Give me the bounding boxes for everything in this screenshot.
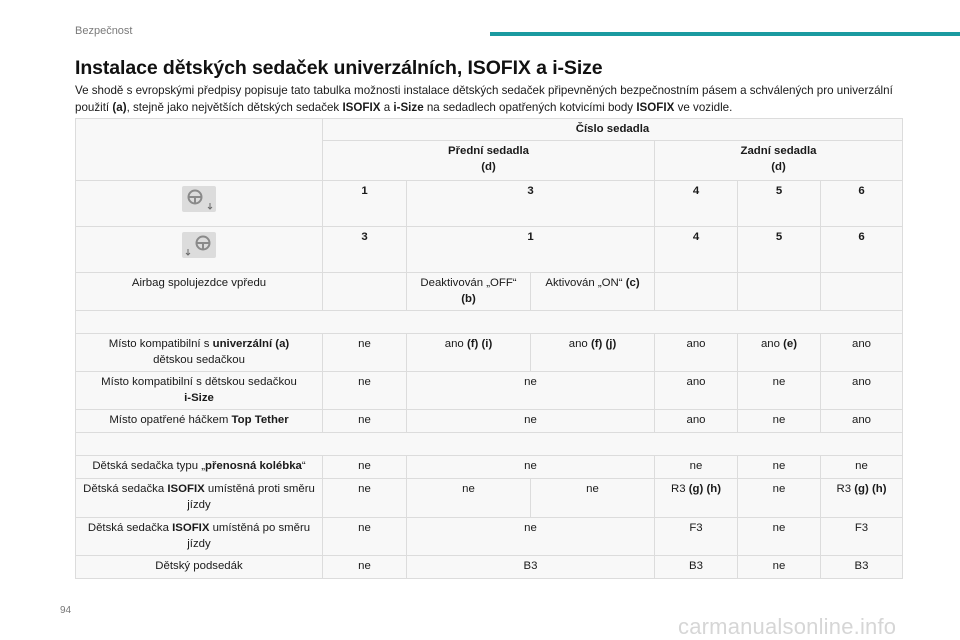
universal-label: Místo kompatibilní s univerzální (a) dětskou sedačkou <box>76 334 323 372</box>
page-number: 94 <box>60 605 72 616</box>
table-cell <box>738 273 821 311</box>
watermark: carmanualsonline.info <box>678 614 897 639</box>
table-row <box>76 372 903 410</box>
seat-number-cell: 3 <box>323 227 407 273</box>
seat-number-cell: 1 <box>407 227 655 273</box>
booster-label: Dětský podsedák <box>76 556 323 579</box>
seat-number-cell: 1 <box>323 181 407 227</box>
table-cell: ne <box>407 479 531 518</box>
table-cell: ne <box>407 410 655 433</box>
table-cell: ne <box>323 334 407 372</box>
table-cell <box>821 273 903 311</box>
header-empty-cell <box>76 119 323 181</box>
table-cell: ne <box>738 479 821 518</box>
page-title: Instalace dětských sedaček univerzálních, ISOFIX a i-Size <box>75 57 603 79</box>
rear-facing-label: Dětská sedačka ISOFIX umístěná proti směru jízdy <box>76 479 323 518</box>
seat-number-cell: 3 <box>407 181 655 227</box>
table-cell: ano <box>655 410 738 433</box>
table-cell: ne <box>323 456 407 479</box>
table-cell: F3 <box>655 518 738 556</box>
seat-number-cell: 4 <box>655 181 738 227</box>
table-cell: F3 <box>821 518 903 556</box>
table-row <box>76 227 903 273</box>
table-cell: ano <box>655 372 738 410</box>
table-row <box>76 181 903 227</box>
airbag-label: Airbag spolujezdce vpředu <box>76 273 323 311</box>
table-cell: ne <box>323 410 407 433</box>
table-cell: ne <box>738 372 821 410</box>
tether-label: Místo opatřené háčkem Top Tether <box>76 410 323 433</box>
table-cell: ano (f) (i) <box>407 334 531 372</box>
seat-number-cell: 5 <box>738 181 821 227</box>
table-row <box>76 479 903 518</box>
front-seats-header: Přední sedadla (d) <box>323 141 655 181</box>
seat-number-header: Číslo sedadla <box>323 119 903 141</box>
table-cell: R3 (g) (h) <box>821 479 903 518</box>
rhd-icon-cell <box>76 227 323 273</box>
table-spacer-row <box>76 311 903 334</box>
table-cell: ne <box>323 372 407 410</box>
table-cell: ne <box>531 479 655 518</box>
intro-paragraph: Ve shodě s evropskými předpisy popisuje tato tabulka možnosti instalace dětských sedaček připevněných bezpečnostním pásem a schválených pro univerzální použití (a), stejně jako největších dětských sedaček ISOFIX a i-Size na sedadlech opatřených kotvicími body ISOFIX ve vozidle. <box>75 84 893 114</box>
table-cell: R3 (g) (h) <box>655 479 738 518</box>
table-row <box>76 556 903 579</box>
table-cell: ne <box>323 518 407 556</box>
table-cell: ne <box>407 372 655 410</box>
header-accent-bar <box>490 32 960 36</box>
table-row <box>76 334 903 372</box>
table-cell: ne <box>407 518 655 556</box>
carrycot-label: Dětská sedačka typu „přenosná kolébka“ <box>76 456 323 479</box>
table-cell <box>655 273 738 311</box>
seat-number-cell: 4 <box>655 227 738 273</box>
airbag-off-cell: Deaktivován „OFF“ (b) <box>407 273 531 311</box>
table-spacer-row <box>76 433 903 456</box>
table-row <box>76 119 903 141</box>
table-cell: ne <box>323 479 407 518</box>
table-cell: ano <box>821 372 903 410</box>
seat-number-cell: 6 <box>821 227 903 273</box>
right-hand-drive-icon <box>182 232 216 258</box>
table-cell: ano <box>821 334 903 372</box>
isize-label: Místo kompatibilní s dětskou sedačkou i-Size <box>76 372 323 410</box>
table-cell: ano <box>655 334 738 372</box>
seat-number-cell: 5 <box>738 227 821 273</box>
section-label: Bezpečnost <box>75 25 133 37</box>
table-cell: ne <box>821 456 903 479</box>
table-cell: ano (e) <box>738 334 821 372</box>
lhd-icon-cell <box>76 181 323 227</box>
table-cell: ne <box>738 456 821 479</box>
airbag-on-cell: Aktivován „ON“ (c) <box>531 273 655 311</box>
table-cell: B3 <box>407 556 655 579</box>
table-cell: B3 <box>655 556 738 579</box>
table-cell: ano (f) (j) <box>531 334 655 372</box>
table-cell: ne <box>738 410 821 433</box>
table-row <box>76 273 903 311</box>
table-cell: ano <box>821 410 903 433</box>
table-cell: ne <box>655 456 738 479</box>
table-cell: B3 <box>821 556 903 579</box>
rear-seats-header: Zadní sedadla (d) <box>655 141 903 181</box>
left-hand-drive-icon <box>182 186 216 212</box>
table-cell: ne <box>738 556 821 579</box>
table-row <box>76 456 903 479</box>
table-cell: ne <box>323 556 407 579</box>
table-cell: ne <box>407 456 655 479</box>
table-row <box>76 410 903 433</box>
forward-facing-label: Dětská sedačka ISOFIX umístěná po směru jízdy <box>76 518 323 556</box>
child-seat-table <box>75 118 903 579</box>
table-row <box>76 518 903 556</box>
table-cell: ne <box>738 518 821 556</box>
seat-number-cell: 6 <box>821 181 903 227</box>
table-cell <box>323 273 407 311</box>
